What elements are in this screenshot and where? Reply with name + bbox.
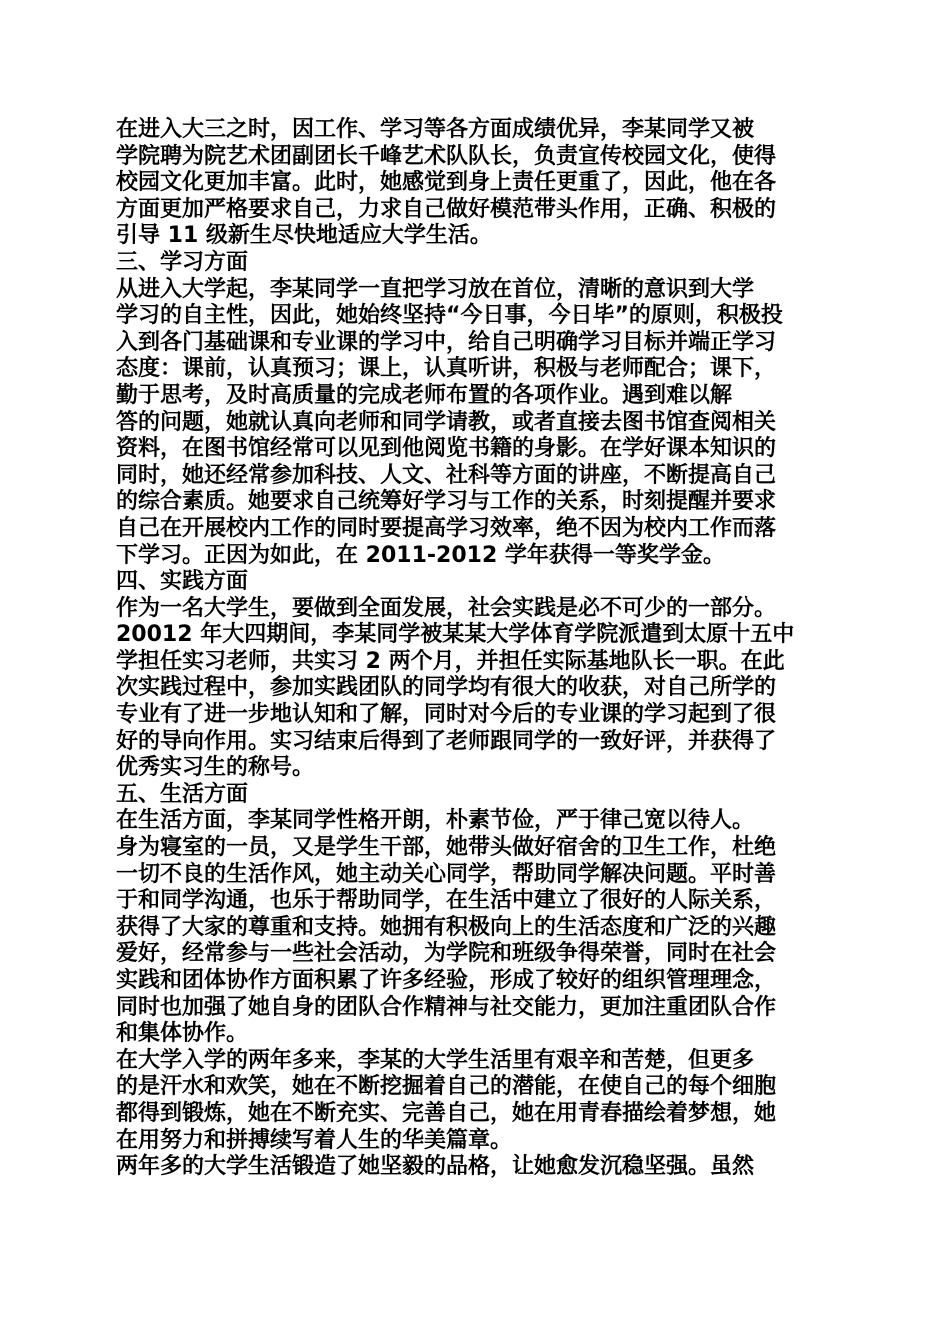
- text-line: 学习的自主性，因此，她始终坚持“今日事，今日毕”的原则，积极投: [116, 303, 783, 329]
- text-line: 身为寝室的一员，又是学生干部，她带头做好宿舍的卫生工作，杜绝: [116, 835, 777, 861]
- text-line: 获得了大家的尊重和支持。她拥有积极向上的生活态度和广泛的兴趣: [116, 914, 777, 940]
- text-line: 两年多的大学生活锻造了她坚毅的品格，让她愈发沉稳坚强。虽然: [116, 1154, 755, 1180]
- text-line: 于和同学沟通，也乐于帮助同学，在生活中建立了很好的人际关系，: [116, 888, 777, 914]
- section-heading-practice: 四、实践方面: [116, 569, 249, 595]
- text-line: 方面更加严格要求自己，力求自己做好模范带头作用，正确、积极的: [116, 196, 777, 222]
- text-line: 都得到锻炼，她在不断充实、完善自己，她在用青春描绘着梦想，她: [116, 1100, 777, 1126]
- text-line: 态度：课前，认真预习；课上，认真听讲，积极与老师配合；课下，: [116, 356, 777, 382]
- text-line: 专业有了进一步地认知和了解，同时对今后的专业课的学习起到了很: [116, 702, 777, 728]
- text-line: 同时，她还经常参加科技、人文、社科等方面的讲座，不断提高自己: [116, 462, 777, 488]
- section-heading-study: 三、学习方面: [116, 249, 249, 275]
- text-line: 一切不良的生活作风，她主动关心同学，帮助同学解决问题。平时善: [116, 861, 777, 887]
- text-line: 在用努力和拼搏续写着人生的华美篇章。: [116, 1127, 513, 1153]
- text-line: 在进入大三之时，因工作、学习等各方面成绩优异，李某同学又被: [116, 117, 755, 142]
- text-line: 同时也加强了她自身的团队合作精神与社交能力，更加注重团队合作: [116, 994, 777, 1020]
- text-line: 学担任实习老师，共实习 2 两个月，并担任实际基地队长一职。在此: [116, 648, 785, 674]
- text-line: 引导 11 级新生尽快地适应大学生活。: [116, 223, 492, 249]
- text-line: 20012 年大四期间，李某同学被某某大学体育学院派遣到太原十五中: [116, 622, 795, 648]
- text-line: 实践和团体协作方面积累了许多经验，形成了较好的组织管理理念，: [116, 968, 777, 993]
- text-line: 爱好，经常参与一些社会活动，为学院和班级争得荣誉，同时在社会: [116, 941, 777, 967]
- text-line: 的综合素质。她要求自己统筹好学习与工作的关系，时刻提醒并要求: [116, 489, 777, 515]
- text-line: 在生活方面，李某同学性格开朗，朴素节俭，严于律己宽以待人。: [116, 808, 755, 834]
- text-line: 和集体协作。: [116, 1021, 249, 1047]
- text-line: 从进入大学起，李某同学一直把学习放在首位，清晰的意识到大学: [116, 276, 755, 302]
- text-line: 学院聘为院艺术团副团长千峰艺术队队长，负责宣传校园文化，使得: [116, 143, 777, 169]
- text-line: 的是汗水和欢笑，她在不断挖掘着自己的潜能，在使自己的每个细胞: [116, 1074, 777, 1100]
- document-body: [116, 117, 836, 1181]
- text-line: 优秀实习生的称号。: [116, 755, 315, 781]
- text-line: 在大学入学的两年多来，李某的大学生活里有艰辛和苦楚，但更多: [116, 1047, 755, 1073]
- text-line: 好的导向作用。实习结束后得到了老师跟同学的一致好评，并获得了: [116, 728, 777, 754]
- text-line: 勤于思考，及时高质量的完成老师布置的各项作业。遇到难以解: [116, 382, 733, 408]
- text-line: 作为一名大学生，要做到全面发展，社会实践是必不可少的一部分。: [116, 595, 777, 621]
- text-line: 次实践过程中，参加实践团队的同学均有很大的收获，对自己所学的: [116, 675, 777, 701]
- text-line: 答的问题，她就认真向老师和同学请教，或者直接去图书馆查阅相关: [116, 409, 777, 435]
- text-line: 入到各门基础课和专业课的学习中，给自己明确学习目标并端正学习: [116, 329, 777, 355]
- text-line: 资料，在图书馆经常可以见到他阅览书籍的身影。在学好课本知识的: [116, 436, 777, 462]
- text-line: 下学习。正因为如此，在 2011-2012 学年获得一等奖学金。: [116, 542, 725, 568]
- text-line: 自己在开展校内工作的同时要提高学习效率，绝不因为校内工作而落: [116, 515, 777, 541]
- section-heading-life: 五、生活方面: [116, 781, 249, 807]
- text-line: 校园文化更加丰富。此时，她感觉到身上责任更重了，因此，他在各: [116, 170, 777, 196]
